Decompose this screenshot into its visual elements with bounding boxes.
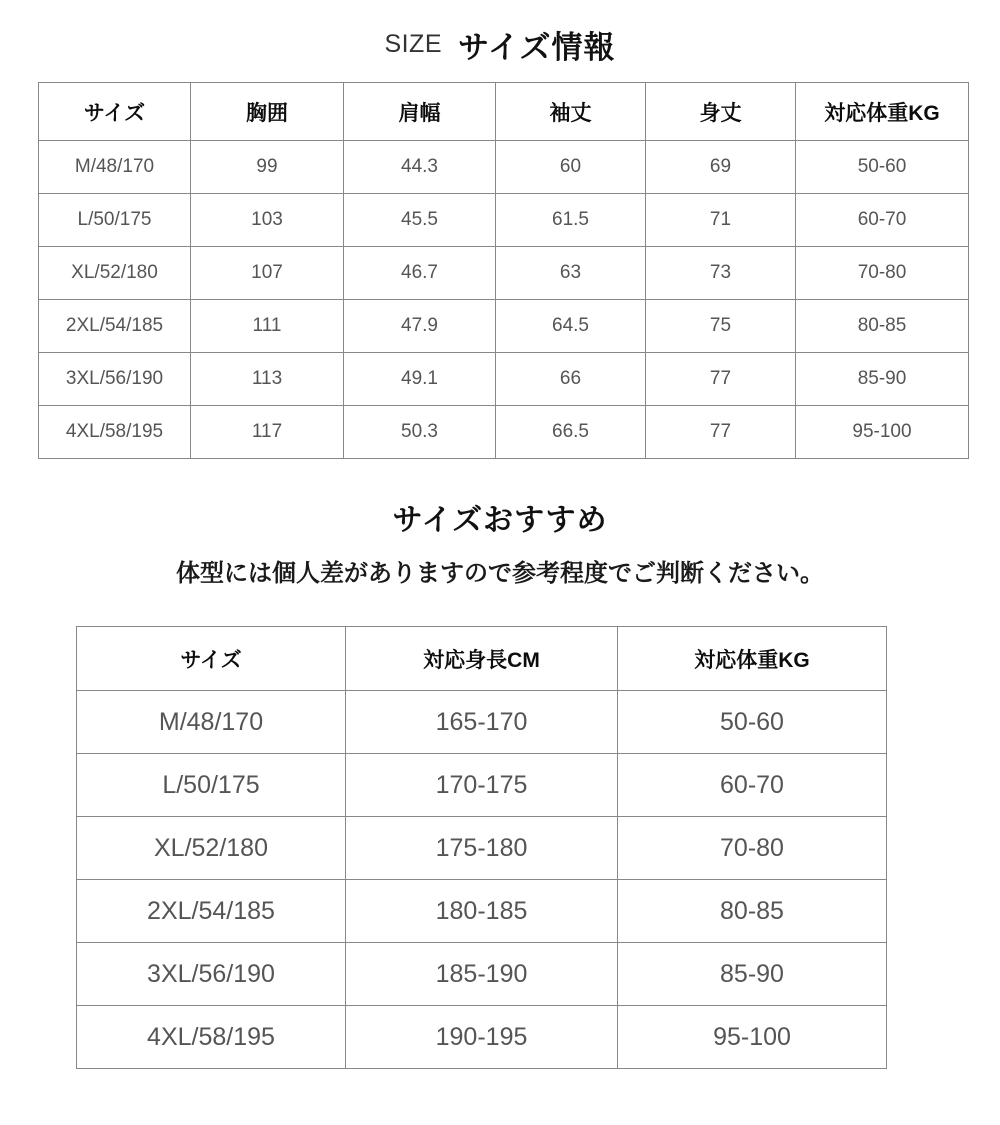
cell-size: 4XL/58/195 <box>39 406 191 459</box>
page-title-main: サイズ情報 <box>458 30 616 65</box>
cell-shoulder: 46.7 <box>344 247 496 300</box>
table-row <box>39 300 969 353</box>
table-row <box>77 1006 887 1069</box>
table-row <box>39 141 969 194</box>
recommend-section-subheading: 体型には個人差がありますので参考程度でご判断ください。 <box>176 560 824 587</box>
table-row <box>39 406 969 459</box>
cell-weight: 85-90 <box>618 943 887 1006</box>
cell-weight: 50-60 <box>618 691 887 754</box>
cell-height: 175-180 <box>346 817 618 880</box>
cell-chest: 99 <box>191 141 344 194</box>
cell-height: 170-175 <box>346 754 618 817</box>
cell-height: 185-190 <box>346 943 618 1006</box>
table-row <box>77 817 887 880</box>
cell-sleeve: 66 <box>496 353 646 406</box>
cell-size: 2XL/54/185 <box>77 880 346 943</box>
cell-length: 69 <box>646 141 796 194</box>
table-header-row <box>77 627 887 691</box>
cell-weight: 60-70 <box>796 194 969 247</box>
column-header-size: サイズ <box>39 83 191 141</box>
cell-chest: 117 <box>191 406 344 459</box>
page-title <box>0 22 1000 67</box>
cell-sleeve: 66.5 <box>496 406 646 459</box>
cell-length: 73 <box>646 247 796 300</box>
cell-weight: 50-60 <box>796 141 969 194</box>
cell-length: 77 <box>646 406 796 459</box>
cell-chest: 107 <box>191 247 344 300</box>
cell-size: 2XL/54/185 <box>39 300 191 353</box>
cell-length: 75 <box>646 300 796 353</box>
cell-chest: 103 <box>191 194 344 247</box>
cell-sleeve: 64.5 <box>496 300 646 353</box>
column-header-weight: 対応体重KG <box>618 627 887 691</box>
cell-shoulder: 45.5 <box>344 194 496 247</box>
table-row <box>77 943 887 1006</box>
table-row <box>39 194 969 247</box>
cell-shoulder: 47.9 <box>344 300 496 353</box>
cell-size: 4XL/58/195 <box>77 1006 346 1069</box>
cell-sleeve: 60 <box>496 141 646 194</box>
cell-weight: 80-85 <box>796 300 969 353</box>
cell-chest: 111 <box>191 300 344 353</box>
cell-weight: 95-100 <box>796 406 969 459</box>
cell-shoulder: 44.3 <box>344 141 496 194</box>
column-header-weight: 対応体重KG <box>796 83 969 141</box>
table-row <box>77 754 887 817</box>
table-header-row <box>39 83 969 141</box>
column-header-shoulder: 肩幅 <box>344 83 496 141</box>
cell-shoulder: 49.1 <box>344 353 496 406</box>
cell-weight: 95-100 <box>618 1006 887 1069</box>
table-row <box>39 353 969 406</box>
cell-size: XL/52/180 <box>39 247 191 300</box>
cell-weight: 60-70 <box>618 754 887 817</box>
cell-size: L/50/175 <box>39 194 191 247</box>
cell-size: 3XL/56/190 <box>77 943 346 1006</box>
cell-weight: 70-80 <box>618 817 887 880</box>
cell-length: 71 <box>646 194 796 247</box>
page-title-prefix: SIZE <box>384 30 443 58</box>
cell-shoulder: 50.3 <box>344 406 496 459</box>
column-header-size: サイズ <box>77 627 346 691</box>
cell-height: 190-195 <box>346 1006 618 1069</box>
cell-size: M/48/170 <box>39 141 191 194</box>
cell-sleeve: 61.5 <box>496 194 646 247</box>
column-header-chest: 胸囲 <box>191 83 344 141</box>
size-spec-table <box>38 82 969 459</box>
table-row <box>39 247 969 300</box>
cell-size: 3XL/56/190 <box>39 353 191 406</box>
cell-size: M/48/170 <box>77 691 346 754</box>
column-header-sleeve: 袖丈 <box>496 83 646 141</box>
table-row <box>77 691 887 754</box>
cell-chest: 113 <box>191 353 344 406</box>
cell-height: 180-185 <box>346 880 618 943</box>
cell-length: 77 <box>646 353 796 406</box>
column-header-length: 身丈 <box>646 83 796 141</box>
column-header-height: 対応身長CM <box>346 627 618 691</box>
cell-size: XL/52/180 <box>77 817 346 880</box>
cell-sleeve: 63 <box>496 247 646 300</box>
cell-size: L/50/175 <box>77 754 346 817</box>
recommend-section-heading: サイズおすすめ <box>392 504 608 537</box>
size-recommend-table <box>76 626 887 1069</box>
cell-height: 165-170 <box>346 691 618 754</box>
cell-weight: 85-90 <box>796 353 969 406</box>
cell-weight: 80-85 <box>618 880 887 943</box>
cell-weight: 70-80 <box>796 247 969 300</box>
table-row <box>77 880 887 943</box>
